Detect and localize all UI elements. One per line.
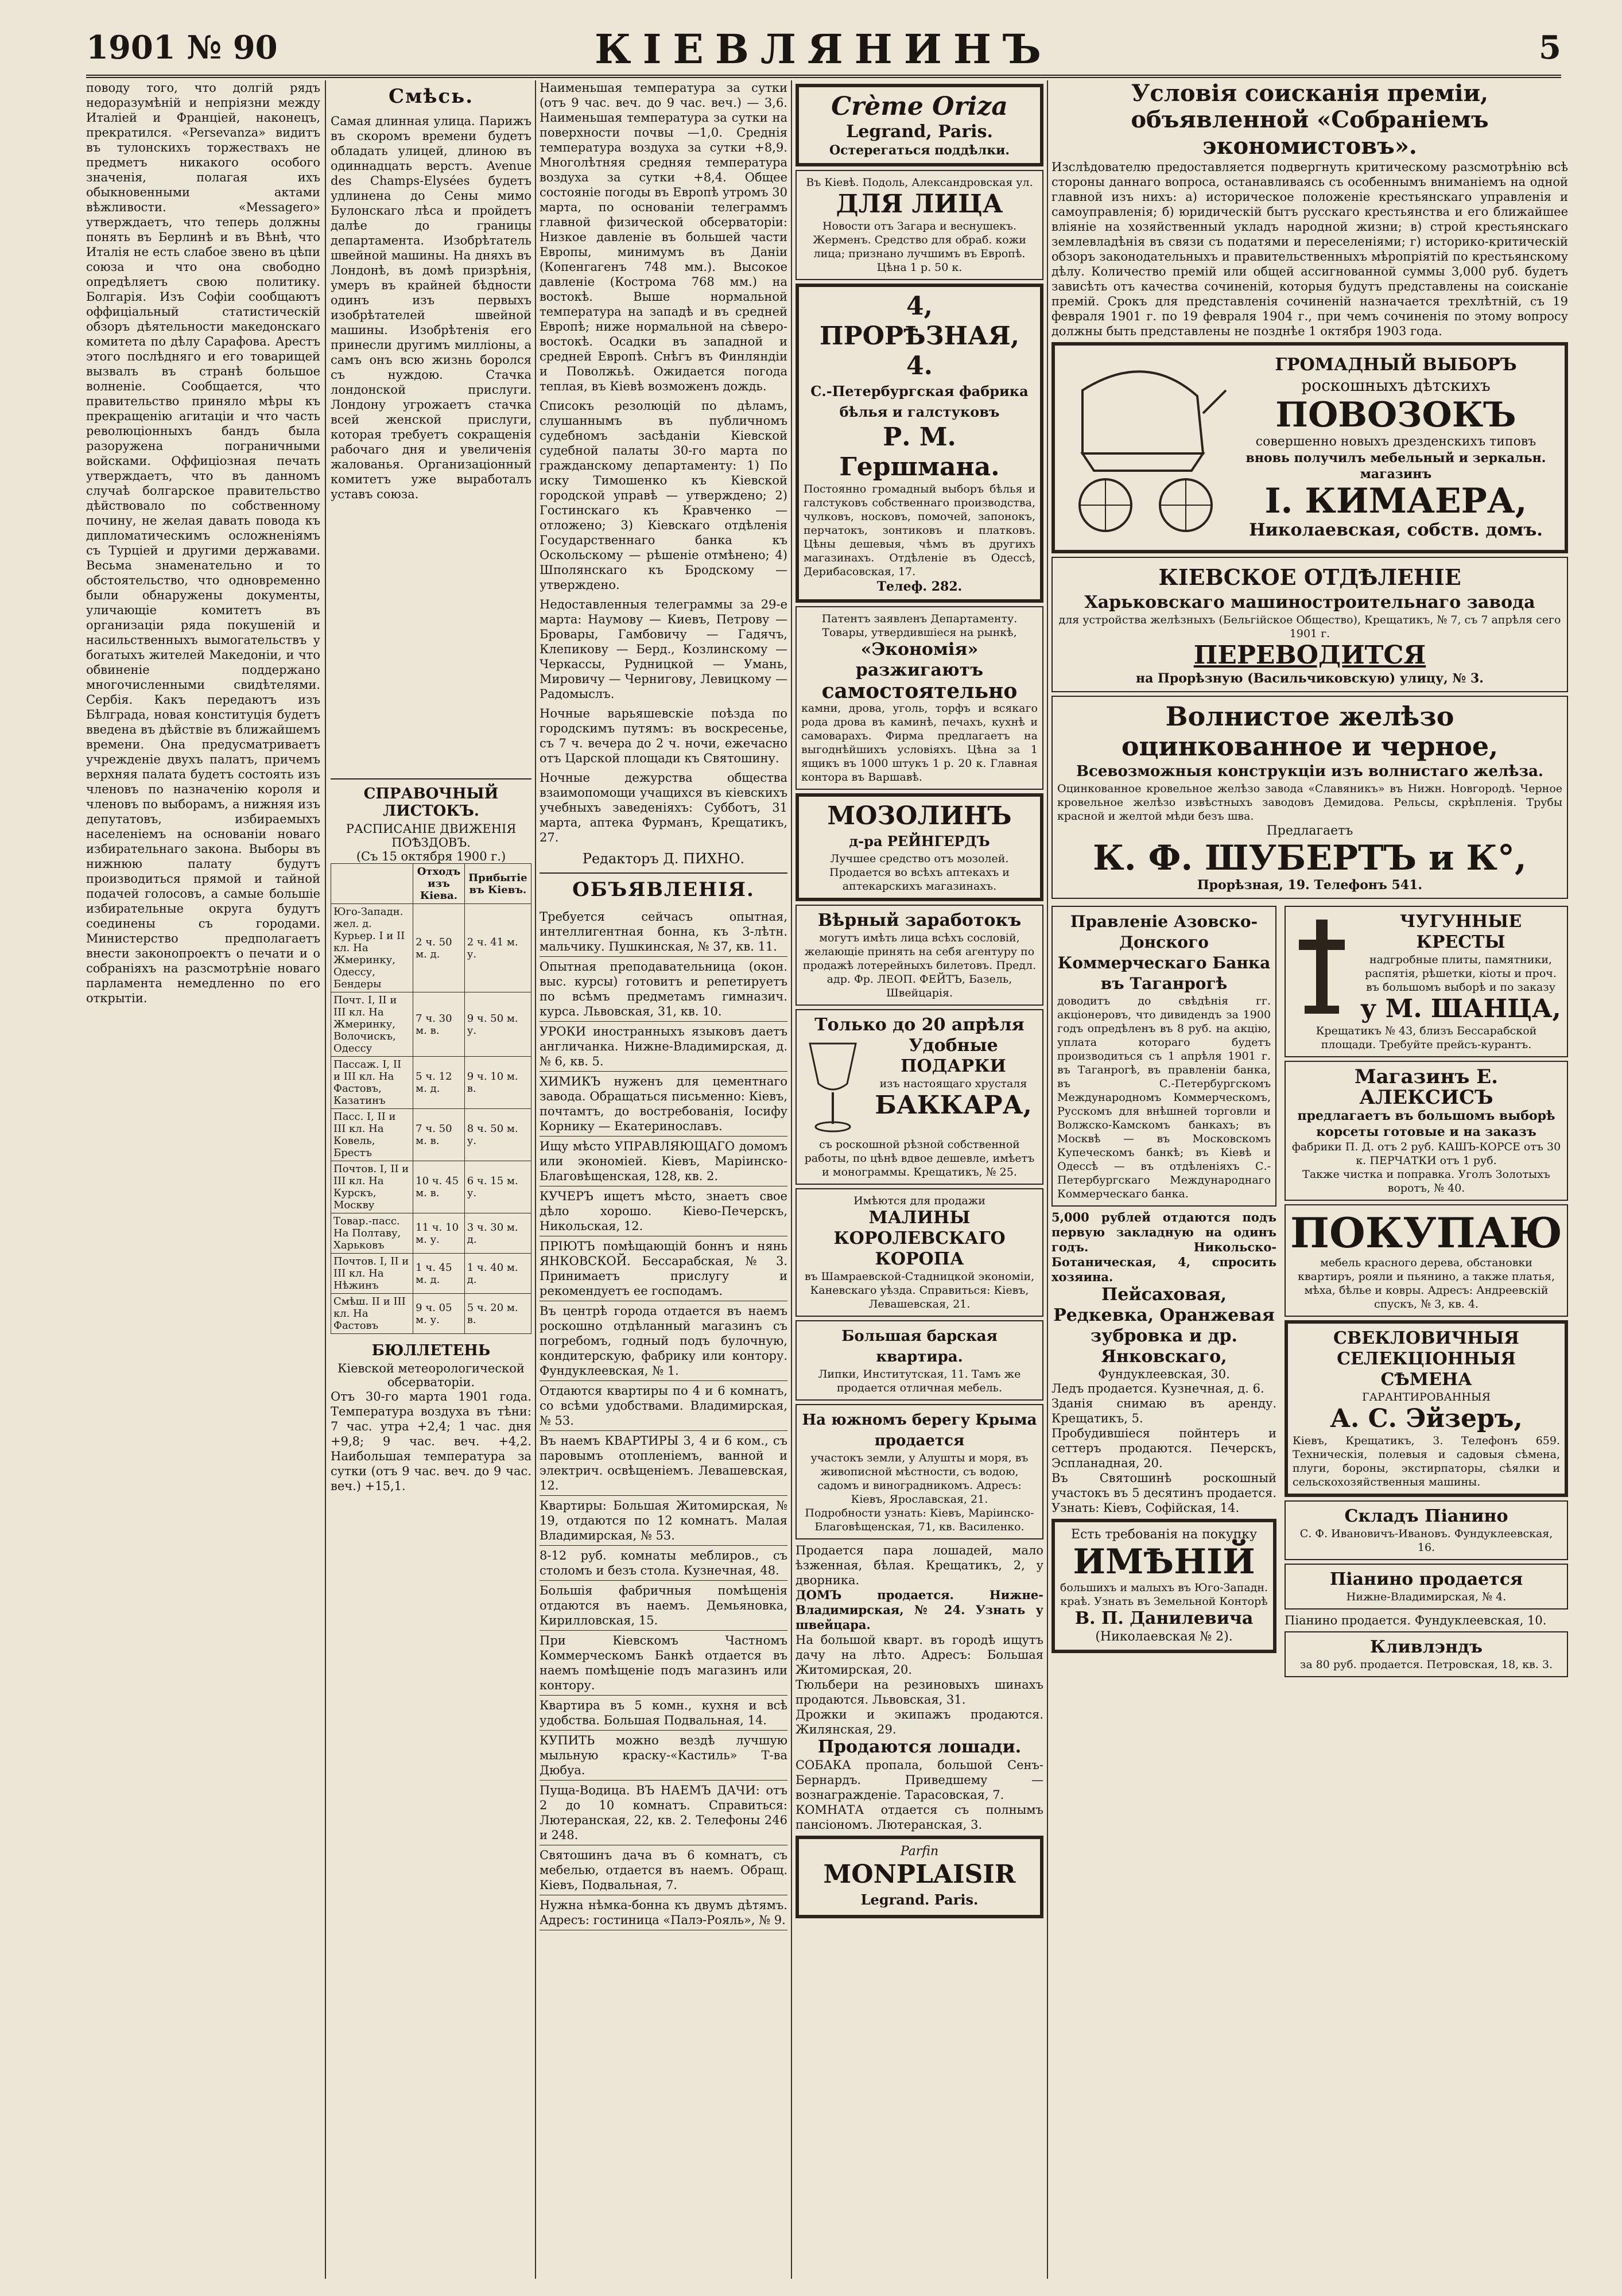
timetable-cell: 9 ч. 05 м. у. xyxy=(413,1294,465,1334)
imenia-name: В. П. Данилевича xyxy=(1074,1608,1254,1628)
ad-aleksis xyxy=(1285,1061,1568,1201)
pokupayu-text: мебель красного дерева, обстановки квартиръ, рояли и пьянино, а также платья, мѣха, бѣлье и ковры. Адресъ: Андреевскій спускъ, № 3, кв. 4. xyxy=(1298,1256,1555,1310)
monplaisir-sub: Legrand. Paris. xyxy=(860,1891,979,1908)
premia-text: Изслѣдователю предоставляется подвергнуть критическому разсмотрѣнію всѣ стороны даннаго вопроса, останавливаясь съ особеннымъ вниманіемъ на одной главной изъ нихъ: а) историческое положеніе крестьянскаго управленія и самоуправленія; б) юридическій бытъ русскаго крестьянства и его ближайшее вліяніе на хозяйственный укладъ народной жизни; в) строй крестьянскаго землевладѣнія въ связи съ податями и переселеніями; г) историко-критическій обзоръ законодательныхъ и правительственныхъ мѣропріятій по крестьянскому дѣлу. Количество премій или общей ассигнованной суммы 3,000 руб. будетъ зависѣть отъ качества сочиненій, которыя будутъ представлены на соисканіе премій. Срокъ для представленія сочиненій назначается трехлѣтній, съ 19 февраля 1901 г. по 19 февраля 1904 г., при чемъ сочиненія по этому вопросу должны быть представлены не позднѣе 1 октября 1903 года. xyxy=(1051,160,1568,338)
kiev-sub: Харьковскаго машиностроительнаго завода xyxy=(1084,592,1535,612)
eisert-sub: ГАРАНТИРОВАННЫЯ xyxy=(1362,1391,1491,1403)
ad-crimea xyxy=(796,1404,1043,1539)
classified-ad: Требуется сейчасъ опытная, интеллигентная бонна, къ 3-лѣтн. мальчику. Пушкинская, № 37, кв. 11. xyxy=(540,907,787,957)
imenia-text: большихъ и малыхъ въ Юго-Западн. краѣ. Узнать въ Земельной Конторѣ xyxy=(1060,1581,1268,1608)
vodka-title: Пейсаховая, Редкевка, Оранжевая зубровка и др. Янковскаго, xyxy=(1053,1285,1275,1367)
monplaisir-brand: Parfin xyxy=(900,1844,939,1859)
ad-lica xyxy=(796,170,1043,280)
society-text: Ночные дежурства общества взаимопомощи учащихся въ кіевскихъ учебныхъ заведеніяхъ: Субботъ, 31 марта, аптека Фурманъ, Крещатикъ, 27. xyxy=(540,771,787,844)
ad-economia xyxy=(796,606,1043,790)
column-rule xyxy=(535,80,536,2279)
ads-title: ОБЪЯВЛЕНІЯ. xyxy=(572,878,755,901)
eisert-text: Кіевъ, Крещатикъ, 3. Телефонъ 659. Техническія, полевыя и садовыя сѣмена, плуги, бороны, экстирпаторы, сѣялки и сельскохозяйственныя машины. xyxy=(1293,1434,1560,1488)
kiev-title: КІЕВСКОЕ ОТДѢЛЕНІЕ xyxy=(1158,564,1461,590)
wine-glass-icon xyxy=(801,1038,864,1135)
court-text: Списокъ резолюцій по дѣламъ, слушаннымъ въ публичномъ судебномъ засѣданіи Кіевской судебной палаты 30-го марта по гражданскому департаменту: 1) По иску Тимошенко къ Кіевской городской управѣ — утверждено; 2) Гостинскаго къ Кравченко — отложено; 3) Кіевскаго отдѣленія Государственнаго банка къ Оскольскому — рѣшеніе отмѣнено; 4) Шполянскаго къ Бродскому — утверждено. xyxy=(540,399,787,592)
economia-title: «Экономія» разжигаютъ xyxy=(855,639,984,680)
timetable-cell: 5 ч. 12 м. д. xyxy=(413,1057,465,1109)
malina-title: МАЛИНЫ КОРОЛЕВСКАГО КОРОПА xyxy=(833,1208,1006,1269)
baccara-name: БАККАРА, xyxy=(875,1091,1032,1120)
sale-text: Продается пара лошадей, мало ѣзженная, бѣлая. Крещатикъ, 2, у дворника. xyxy=(796,1543,1043,1587)
gershman-text: Постоянно громадный выборъ бѣлья и галстуковъ собственнаго производства, чулковъ, носковъ, помочей, запонокъ, перчатокъ, зонтиковъ и платковъ. Цѣны дешевыя, чѣмъ въ другихъ магазинахъ. Отдѣленіе въ Одессѣ, Дерибасовская, 17. xyxy=(804,483,1035,578)
mozolin-title: МОЗОЛИНЪ xyxy=(827,801,1012,831)
divider xyxy=(331,778,531,779)
classified-ad: Отдаются квартиры по 4 и 6 комнатъ, со всѣми удобствами. Владимирская, № 53. xyxy=(540,1381,787,1431)
timetable-subtitle: РАСПИСАНІЕ ДВИЖЕНІЯ ПОѢЗДОВЪ. xyxy=(346,822,517,850)
pokupayu-title: ПОКУПАЮ xyxy=(1290,1208,1562,1257)
piano2-text: Нижне-Владимирская, № 4. xyxy=(1346,1591,1507,1603)
column-ads-b xyxy=(1051,80,1568,2279)
kimaer-name: І. КИМАЕРА, xyxy=(1264,481,1527,521)
oriza-sub: Legrand, Paris. xyxy=(846,122,993,142)
news-text: поводу того, что долгій рядъ недоразумѣній и непріязни между Италіей и Франціей, наконецъ, прекратился. «Persevanza» видитъ въ тулонскихъ торжествахъ не предметъ никакого особого значенія, полагая ихъ обыкновенными актами вѣжливости. «Messagero» утверждаетъ, что теперь должны понять въ Берлинѣ и въ Вѣнѣ, что Италія не есть слабое звено въ цѣпи союза и что она свободно опредѣляетъ свою политику. Болгарія. Изъ Софіи сообщаютъ оффиціальный статистическій обзоръ дѣятельности македонскаго комитета по дѣлу Сарафова. Арестъ этого послѣдняго и его товарищей вызвалъ въ странѣ большое волненіе. Сообщается, что правительство приняло мѣры къ прекращенію агитаціи и что часть революціонныхъ бандъ была разоружена пограничными войсками. Оффиціозная печать утверждаетъ, что въ данномъ случаѣ болгарское правительство дѣйствовало по собственному почину, не желая давать повода къ дипломатическимъ осложненіямъ съ Турціей и другими державами. Весьма знаменательно и то обстоятельство, что одновременно были обнаружены документы, уличающіе комитетъ въ организаціи ряда покушеній и насильственныхъ вымогательствъ у богатыхъ жителей Македоніи, и что обвиненіе поддержано многочисленными свидѣтелями. Сербія. Какъ передаютъ изъ Бѣлграда, новая конституція будетъ введена въ дѣйствіе въ ближайшемъ времени. Она предусматриваетъ учрежденіе двухъ палатъ, причемъ верхняя палата будетъ состоять изъ членовъ по назначенію короля и членовъ по выборамъ, а нижняя изъ депутатовъ, избираемыхъ населеніемъ на основаніи новаго избирательнаго закона. Выборы въ нижнюю палату будутъ производиться прямой и тайной подачей голосовъ, а самые большіе избирательные округа будутъ соединены съ городами. Министерство предполагаетъ внести законопроектъ о печати и о собраніяхъ на разсмотрѣніе новаго парламента немедленно по его открытіи. xyxy=(86,81,320,1005)
timetable-title: СПРАВОЧНЫЙ ЛИСТОКЪ. xyxy=(363,785,499,820)
komnata-text: КОМНАТА отдается съ полнымъ пансіономъ. Лютеранская, 3. xyxy=(796,1803,1043,1832)
timetable-row xyxy=(331,992,531,1057)
timetable-table xyxy=(331,863,531,1334)
gershman-title: 4, ПРОРѢЗНАЯ, 4. xyxy=(819,292,1020,381)
timetable-row xyxy=(331,1109,531,1161)
timetable-cell: 7 ч. 50 м. в. xyxy=(413,1109,465,1161)
piano2-title: Піанино продается xyxy=(1329,1569,1523,1589)
ad-malina xyxy=(796,1188,1043,1317)
bulletin-text: Отъ 30-го марта 1901 года. Температура воздуха въ тѣни: 7 час. утра +2,4; 1 час. дня +9,8; 9 час. веч. +4,2. Наибольшая температура за сутки (отъ 9 час. веч. до 9 час. веч.) +15,1. xyxy=(331,1390,531,1493)
timetable-cell: Почтов. I, II и III кл. На Нѣжинъ xyxy=(331,1254,413,1294)
timetable-cell: 8 ч. 50 м. у. xyxy=(464,1109,531,1161)
ad-pokupayu xyxy=(1285,1204,1568,1317)
classified-ad: УРОКИ иностранныхъ языковъ даетъ англичанка. Нижне-Владимирская, д. № 6, кв. 5. xyxy=(540,1022,787,1072)
horses-title: Продаются лошади. xyxy=(817,1737,1022,1757)
aleksis-title: Магазинъ Е. АЛЕКСИСЪ xyxy=(1355,1065,1499,1109)
gershman-phone: Телеф. 282. xyxy=(876,579,963,594)
classified-ad: Опытная преподавательница (окон. выс. курсы) готовитъ и репетируетъ по всѣмъ предметамъ гимназич. курса. Львовская, 31, кв. 10. xyxy=(540,957,787,1022)
editor-line: Редакторъ Д. ПИХНО. xyxy=(582,851,745,867)
ad-monplaisir xyxy=(796,1836,1043,1918)
ad-gershman xyxy=(796,284,1043,603)
monplaisir-title: MONPLAISIR xyxy=(823,1860,1016,1889)
sviatoshin-text: Въ Святошинѣ роскошный участокъ въ 5 десятинъ продается. Узнать: Кіевъ, Софійская, 14. xyxy=(1051,1471,1277,1515)
azov-text: доводитъ до свѣдѣнія гг. акціонеровъ, что дивидендъ за 1900 годъ опредѣленъ въ 8 руб. на акцію, уплата котораго будетъ производиться съ 1 апрѣля 1901 г. въ Таганрогѣ, въ правленіи банка, въ С.-Петербургскомъ Международномъ Коммерческомъ, Русскомъ для внѣшней торговли и Волжско-Камскомъ банкахъ; въ Москвѣ — въ Московскомъ Купеческомъ банкѣ; въ Кіевѣ и Одессѣ — въ отдѣленіяхъ С.-Петербургскаго Международнаго Коммерческаго банка. xyxy=(1057,995,1271,1200)
timetable-cell: Почт. I, II и III кл. На Жмеринку, Волочискъ, Одессу xyxy=(331,992,413,1057)
timetable-cell: 5 ч. 20 м. в. xyxy=(464,1294,531,1334)
premia-title: Условія соисканія преміи, объявленной «Собраніемъ экономистовъ». xyxy=(1131,80,1489,160)
timetable-cell: 6 ч. 15 м. у. xyxy=(464,1161,531,1213)
timetable-cell: Смѣш. II и III кл. На Фастовъ xyxy=(331,1294,413,1334)
sobaka-text: СОБАКА пропала, большой Сенъ-Бернардъ. Приведшему — вознагражденіе. Тарасовская, 7. xyxy=(796,1758,1043,1802)
ad-zhelezo xyxy=(1051,696,1568,899)
crosses-text: надгробные плиты, памятники, распятія, рѣшетки, кіоты и проч. въ большомъ выборѣ и по заказу xyxy=(1365,953,1557,994)
kiev-move: ПЕРЕВОДИТСЯ xyxy=(1193,641,1426,670)
dom-text: ДОМЪ продается. Нижне-Владимирская, № 24. Узнать у швейцара. xyxy=(796,1588,1043,1632)
timetable-cell: 11 ч. 10 м. у. xyxy=(413,1213,465,1254)
column-misc xyxy=(331,80,531,2279)
aleksis-text2: фабрики П. Д. отъ 2 руб. КАШЪ-КОРСЕ отъ 30 к. ПЕРЧАТКИ отъ 1 руб. xyxy=(1291,1141,1561,1167)
timetable-cell: Пасс. I, II и III кл. На Ковель, Брестъ xyxy=(331,1109,413,1161)
trains-text: Ночные варьяшевскіе поѣзда по городскимъ путямъ: въ воскресенье, съ 7 ч. вечера до 2 ч. ночи, ежечасно отъ Царской площади къ Святошину. xyxy=(540,707,787,765)
kliv-title: Кливлэндъ xyxy=(1370,1637,1483,1657)
column-rule xyxy=(325,80,326,2279)
baccara-text: изъ настоящаго хрусталя xyxy=(879,1077,1027,1090)
classified-ad: 8-12 руб. комнаты меблиров., съ столомъ и безъ стола. Кузнечная, 48. xyxy=(540,1546,787,1581)
timetable-cell: Товар.-пасс. На Полтаву, Харьковъ xyxy=(331,1213,413,1254)
zarabotok-text: могутъ имѣть лица всѣхъ сословій, желающіе принять на себя агентуру по продажѣ лотерейныхъ билетовъ. Предл. адр. Фр. ЛЕОП. ФЕЙТЪ, Базель, Швейцарія. xyxy=(802,932,1037,999)
kiev-addr: на Прорѣзную (Васильчиковскую) улицу, № 3. xyxy=(1136,671,1484,686)
gershman-name: Р. М. Гершмана. xyxy=(839,422,1000,482)
kiev-text: для устройства желѣзныхъ (Бельгійское Общество), Крещатикъ, № 7, съ 7 апрѣля сего 1901 г. xyxy=(1058,614,1561,640)
ad-kimaer xyxy=(1051,342,1568,553)
timetable-header: Прибытіе въ Кіевъ. xyxy=(464,864,531,904)
mozolin-text: Лучшее средство отъ мозолей. Продается во всѣхъ аптекахъ и аптекарскихъ магазинахъ. xyxy=(829,852,1010,893)
classified-ad: Святошинъ дача въ 6 комнатъ, съ мебелью, отдается въ наемъ. Обращ. Кіевъ, Подвальная, 7. xyxy=(540,1845,787,1895)
divider xyxy=(540,872,787,874)
ad-mozolin xyxy=(796,793,1043,901)
timetable-cell: Пассаж. I, II и III кл. На Фастовъ, Казатинъ xyxy=(331,1057,413,1109)
classified-ad: Большія фабричныя помѣщенія отдаются въ наемъ. Демьяновка, Кирилловская, 15. xyxy=(540,1581,787,1631)
timetable-header xyxy=(331,864,413,904)
barsk-text: Липки, Институтская, 11. Тамъ же продается отличная мебель. xyxy=(818,1368,1021,1394)
aleksis-addr: Также чистка и поправка. Уголъ Золотыхъ воротъ, № 40. xyxy=(1302,1168,1550,1194)
imenia-addr: (Николаевская № 2). xyxy=(1095,1630,1233,1644)
lica-side: Въ Кіевѣ. Подоль, Александровская ул. xyxy=(806,176,1033,189)
timetable-cell: 1 ч. 45 м. д. xyxy=(413,1254,465,1294)
baccara-lead: Только до 20 апрѣля xyxy=(814,1015,1025,1035)
ad-imenia xyxy=(1051,1519,1276,1653)
zdanie-text: Зданія снимаю въ аренду. Крещатикъ, 5. xyxy=(1051,1397,1277,1425)
ad-eisert xyxy=(1285,1320,1568,1497)
zhelezo-title: Волнистое желѣзо оцинкованное и черное, xyxy=(1121,701,1499,762)
ad-piano-2 xyxy=(1285,1564,1568,1609)
classified-ad: Въ центрѣ города отдается въ наемъ роскошно отдѣланный магазинъ съ погребомъ, годный подъ булочную, кондитерскую, фабрику или контору. Фундуклеевская, № 1. xyxy=(540,1301,787,1381)
ad-crosses xyxy=(1285,906,1568,1057)
timetable-cell: Почтов. I, II и III кл. На Курскъ, Москву xyxy=(331,1161,413,1213)
timetable-cell: 2 ч. 50 м. д. xyxy=(413,904,465,992)
lica-title: ДЛЯ ЛИЦА xyxy=(836,189,1003,219)
azov-title: Правленіе Азовско-Донского Коммерческаго Банка въ Таганрогѣ xyxy=(1057,912,1271,993)
crimea-text: участокъ земли, у Алушты и моря, въ живописной мѣстности, съ водою, садомъ и виноградникомъ. Адресъ: Кіевъ, Ярославская, 21. xyxy=(810,1452,1029,1506)
malina-text: въ Шамраевской-Стадницкой экономіи, Каневскаго уѣзда. Справиться: Кіевъ, Левашевская, 21. xyxy=(804,1270,1035,1310)
timetable-row xyxy=(331,1057,531,1109)
piano3-text: Піанино продается. Фундуклеевская, 10. xyxy=(1285,1614,1547,1627)
kimaer-sub: роскошныхъ дѣтскихъ xyxy=(1301,376,1491,395)
misc-title: Смѣсь. xyxy=(388,85,474,108)
classified-ad: КУПИТЬ можно вездѣ лучшую мыльную краску-«Кастиль» Т-ва Дюбуа. xyxy=(540,1731,787,1781)
pointer-text: Пробудившіеся пойнтеръ и сеттеръ продаются. Печерскъ, Эспланадная, 20. xyxy=(1051,1426,1277,1470)
ad-azov-bank xyxy=(1051,906,1276,1207)
column-weather-ads xyxy=(540,80,787,2279)
baby-carriage-icon xyxy=(1060,356,1232,540)
timetable-cell: 9 ч. 10 м. в. xyxy=(464,1057,531,1109)
kimaer-title: ГРОМАДНЫЙ ВЫБОРЪ xyxy=(1275,355,1517,375)
timetable-cell: 7 ч. 30 м. в. xyxy=(413,992,465,1057)
zhelezo-text: Оцинкованное кровельное желѣзо завода «Славяникъ» въ Нижн. Новгородѣ. Черное кровельное желѣзо извѣстныхъ заводовъ Демидова. Рельсы, скрѣпленія. Трубы красной и желтой мѣди безъ шва. xyxy=(1057,782,1562,823)
crosses-title: ЧУГУННЫЕ КРЕСТЫ xyxy=(1399,912,1522,952)
mozolin-sub: д-ра РЕЙНГЕРДЪ xyxy=(849,833,990,850)
schubert-name: К. Ф. ШУБЕРТЪ и К°, xyxy=(1093,838,1527,878)
kimaer-addr: Николаевская, собств. домъ. xyxy=(1249,520,1543,540)
classified-ad: ХИМИКЪ нуженъ для цементнаго завода. Обращаться письменно: Кіевъ, почтамтъ, до востребованія, Іосифу Корнику — Екатеринославъ. xyxy=(540,1072,787,1137)
ad-baccara xyxy=(796,1009,1043,1185)
timetable-cell: 3 ч. 30 м. д. xyxy=(464,1213,531,1254)
ad-creme-oriza xyxy=(796,84,1043,166)
classified-ad: Пуща-Водица. ВЪ НАЕМЪ ДАЧИ: отъ 2 до 10 комнатъ. Справиться: Лютеранская, 22, кв. 2. Телефоны 246 и 248. xyxy=(540,1781,787,1845)
economia-lead: Патентъ заявленъ Департаменту. Товары, утвердившіеся на рынкѣ, xyxy=(821,612,1018,639)
timetable-row xyxy=(331,904,531,992)
barsk-title: Большая барская квартира. xyxy=(841,1328,998,1366)
bulletin-subtitle: Кіевской метеорологической обсерваторіи. xyxy=(337,1362,525,1389)
weather-text: Наименьшая температура за сутки (отъ 9 час. веч. до 9 час. веч.) — 3,6. Наименьшая температура за сутки на поверхности почвы —1,0. Среднія температура воздуха за сутки +8,9. Многолѣтняя средняя температура воздуха за сутки +8,4. Общее состояніе погоды въ Европѣ утромъ 30 марта, по основаніи телеграммъ главной физической обсерваторіи: Низкое давленіе въ большей части Европы, минимумъ въ Даніи (Копенгагенъ 748 мм.). Высокое давленіе (Кострома 768 мм.) на востокѣ. Выше нормальной температура на западѣ и въ средней Европѣ; ниже нормальной на сѣверо-востокѣ. Осадки въ западной и средней Европѣ. Снѣгъ въ Финляндіи и Поволжьѣ. Ожидается погода теплая, въ Кіевѣ возможенъ дождь. xyxy=(540,81,787,393)
telegrams-text: Недоставленныя телеграммы за 29-е марта: Наумову — Киевъ, Петрову — Бровары, Гамбовичу — Гадячъ, Клепикову — Берд., Козлинскому — Черкассы, Рудницкой — Умань, Мировичу — Чернигову, Левицкому — Радомыслъ. xyxy=(540,598,787,701)
column-rule xyxy=(1047,80,1048,2279)
misc-text: Самая длинная улица. Парижъ въ скоромъ времени будетъ обладать улицей, длиною въ одиннадцать верстъ. Avenue des Champs-Elysées будетъ удлинена до Сены мимо Булонскаго лѣса и пройдетъ далѣе до границы департамента. Изобрѣтатель швейной машины. На дняхъ въ Лондонѣ, въ домѣ призрѣнія, умеръ въ крайней бѣдности одинъ изъ первыхъ изобрѣтателей швейной машины. Изобрѣтенія его принесли другимъ милліоны, а самъ онъ всю жизнь боролся съ нуждою. Стачка лондонской прислуги. Лондону угрожаетъ стачка всей женской прислуги, которая требуетъ сокращенія рабочаго дня и увеличенія жалованья. Организаціонный комитетъ уже выработалъ уставъ союза. xyxy=(331,114,531,501)
classified-ad: Нужна нѣмка-бонна къ двумъ дѣтямъ. Адресъ: гостиница «Палэ-Рояль», № 9. xyxy=(540,1895,787,1930)
crosses-addr: Крещатикъ № 43, близъ Бессарабской площади. Требуйте прейсъ-курантъ. xyxy=(1316,1025,1537,1051)
crimea-text2: Подробности узнать: Кіевъ, Маріинско-Благовѣщенская, 71, кв. Василенко. xyxy=(805,1507,1034,1533)
schubert-lead: Предлагаетъ xyxy=(1266,824,1353,838)
column-ads-a xyxy=(796,80,1043,2279)
tulbery-text: Тюльбери на резиновыхъ шинахъ продаются. Львовская, 31. xyxy=(796,1678,1043,1707)
aleksis-text: предлагаетъ въ большомъ выборѣ корсеты готовые и на заказъ xyxy=(1297,1108,1555,1139)
baccara-title: Удобные ПОДАРКИ xyxy=(901,1035,1006,1076)
economia-text: камни, дрова, уголь, торфъ и всякаго рода дрова въ каминѣ, печахъ, кухнѣ и самоварахъ. Фирма предлагаетъ на выгоднѣйшихъ условіяхъ. Цѣна за 1 ящикъ въ 1000 штукъ 1 р. 20 к. Главная контора въ Варшавѣ. xyxy=(801,702,1038,784)
timetable-cell: 2 ч. 41 м. у. xyxy=(464,904,531,992)
crosses-name: у М. ШАНЦА, xyxy=(1360,994,1561,1023)
timetable-row xyxy=(331,1294,531,1334)
eisert-name: А. С. Эйзеръ, xyxy=(1330,1404,1523,1433)
ad-piano-sklad xyxy=(1285,1500,1568,1560)
baccara-text2: съ роскошной рѣзной собственной работы, по цѣнѣ вдвое дешевле, имѣетъ и монограммы. Крещатикъ, № 25. xyxy=(804,1138,1035,1178)
oriza-name: Crème Oriza xyxy=(831,92,1008,121)
ad-kliv xyxy=(1285,1631,1568,1677)
classified-ad: КУЧЕРЪ ищетъ мѣсто, знаетъ свое дѣло хорошо. Кіево-Печерскъ, Никольская, 12. xyxy=(540,1186,787,1236)
kliv-text: за 80 руб. продается. Петровская, 18, кв. 3. xyxy=(1299,1658,1553,1671)
zarabotok-title: Вѣрный заработокъ xyxy=(817,910,1022,930)
eisert-title: СВЕКЛОВИЧНЫЯ СЕЛЕКЦІОННЫЯ СѢМЕНА xyxy=(1333,1328,1520,1390)
timetable-cell: 9 ч. 50 м. у. xyxy=(464,992,531,1057)
timetable-row xyxy=(331,1254,531,1294)
timetable-header: Отходъ изъ Кіева. xyxy=(413,864,465,904)
zhelezo-sub: Всевозможныя конструкціи изъ волнистаго желѣза. xyxy=(1076,763,1543,780)
newspaper-title: КІЕВЛЯНИНЪ xyxy=(595,25,1053,73)
classified-ad: При Кіевскомъ Частномъ Коммерческомъ Банкѣ отдается въ наемъ помѣщеніе подъ магазинъ или контору. xyxy=(540,1631,787,1696)
timetable-cell: 1 ч. 40 м. д. xyxy=(464,1254,531,1294)
schubert-addr: Прорѣзная, 19. Телефонъ 541. xyxy=(1197,878,1423,893)
dacha-text: На большой кварт. въ городѣ ищутъ дачу на лѣто. Адресъ: Большая Житомирская, 20. xyxy=(796,1633,1043,1677)
bank-text: 5,000 рублей отдаются подъ первую закладную на одинъ годъ. Никольско-Ботаническая, 4, спросить хозяина. xyxy=(1051,1210,1277,1284)
ad-barsk xyxy=(796,1320,1043,1401)
classified-ad: Въ наемъ КВАРТИРЫ 3, 4 и 6 ком., съ паровымъ отопленіемъ, ванной и электрич. освѣщеніемъ. Левашевская, 12. xyxy=(540,1431,787,1496)
ad-kiev-branch xyxy=(1051,557,1568,692)
cross-icon xyxy=(1290,914,1353,1017)
oriza-warning: Остерегаться поддѣлки. xyxy=(829,143,1010,158)
kimaer-text2: вновь получилъ мебельный и зеркальн. магазинъ xyxy=(1245,451,1546,482)
page-header xyxy=(86,23,1561,78)
kimaer-text: совершенно новыхъ дрезденскихъ типовъ xyxy=(1255,435,1536,449)
classified-ad: Квартиры: Большая Житомирская, № 19, отдаются по 12 комнатъ. Малая Владимирская, № 53. xyxy=(540,1496,787,1546)
page-number: 5 xyxy=(1539,29,1561,67)
gershman-sub: С.-Петербургская фабрика бѣлья и галстуковъ xyxy=(810,383,1029,420)
timetable-row xyxy=(331,1161,531,1213)
led-text: Ледъ продается. Кузнечная, д. 6. xyxy=(1051,1382,1264,1395)
column-rule xyxy=(791,80,792,2279)
piano-title: Складъ Піанино xyxy=(1344,1506,1508,1526)
crimea-title: На южномъ берегу Крыма продается xyxy=(802,1411,1037,1449)
classified-ad: Квартира въ 5 комн., кухня и всѣ удобства. Большая Подвальная, 14. xyxy=(540,1696,787,1731)
malina-lead: Имѣются для продажи xyxy=(853,1194,985,1207)
issue-number: 1901 № 90 xyxy=(86,29,278,67)
timetable-row xyxy=(331,1213,531,1254)
classified-ad: Ищу мѣсто УПРАВЛЯЮЩАГО домомъ или экономіей. Кіевъ, Маріинско-Благовѣщенская, 128, кв. 2. xyxy=(540,1137,787,1186)
timetable-cell: 10 ч. 45 м. в. xyxy=(413,1161,465,1213)
vodka-text: Фундуклеевская, 30. xyxy=(1098,1367,1230,1381)
timetable-date: (Съ 15 октября 1900 г.) xyxy=(356,850,506,863)
imenia-big: ИМѢНІЙ xyxy=(1073,1542,1255,1582)
column-news xyxy=(86,80,320,2279)
lica-text: Новости отъ Загара и веснушекъ. Жерменъ. Средство для обраб. кожи лица; признано лучшимъ въ Европѣ. Цѣна 1 р. 50 к. xyxy=(813,220,1026,274)
piano-text: С. Ф. Ивановичъ-Ивановъ. Фундуклеевская, 16. xyxy=(1299,1527,1553,1554)
droshki-text: Дрожки и экипажъ продаются. Жилянская, 29. xyxy=(796,1708,1043,1736)
bulletin-title: БЮЛЛЕТЕНЬ xyxy=(371,1342,491,1359)
classified-ad: ПРІЮТЪ помѣщающій боннъ и нянь ЯНКОВСКОЙ. Бессарабская, № 3. Принимаетъ прислугу и рекомендуетъ ее господамъ. xyxy=(540,1236,787,1301)
timetable-cell: Юго-Западн. жел. д. Курьер. I и II кл. На Жмеринку, Одессу, Бендеры xyxy=(331,904,413,992)
ad-zarabotok xyxy=(796,905,1043,1006)
economia-big: самостоятельно xyxy=(821,679,1018,703)
classified-ads-list xyxy=(540,907,787,1930)
imenia-lead: Есть требованія на покупку xyxy=(1070,1527,1258,1542)
kimaer-big: ПОВОЗОКЪ xyxy=(1275,395,1516,435)
